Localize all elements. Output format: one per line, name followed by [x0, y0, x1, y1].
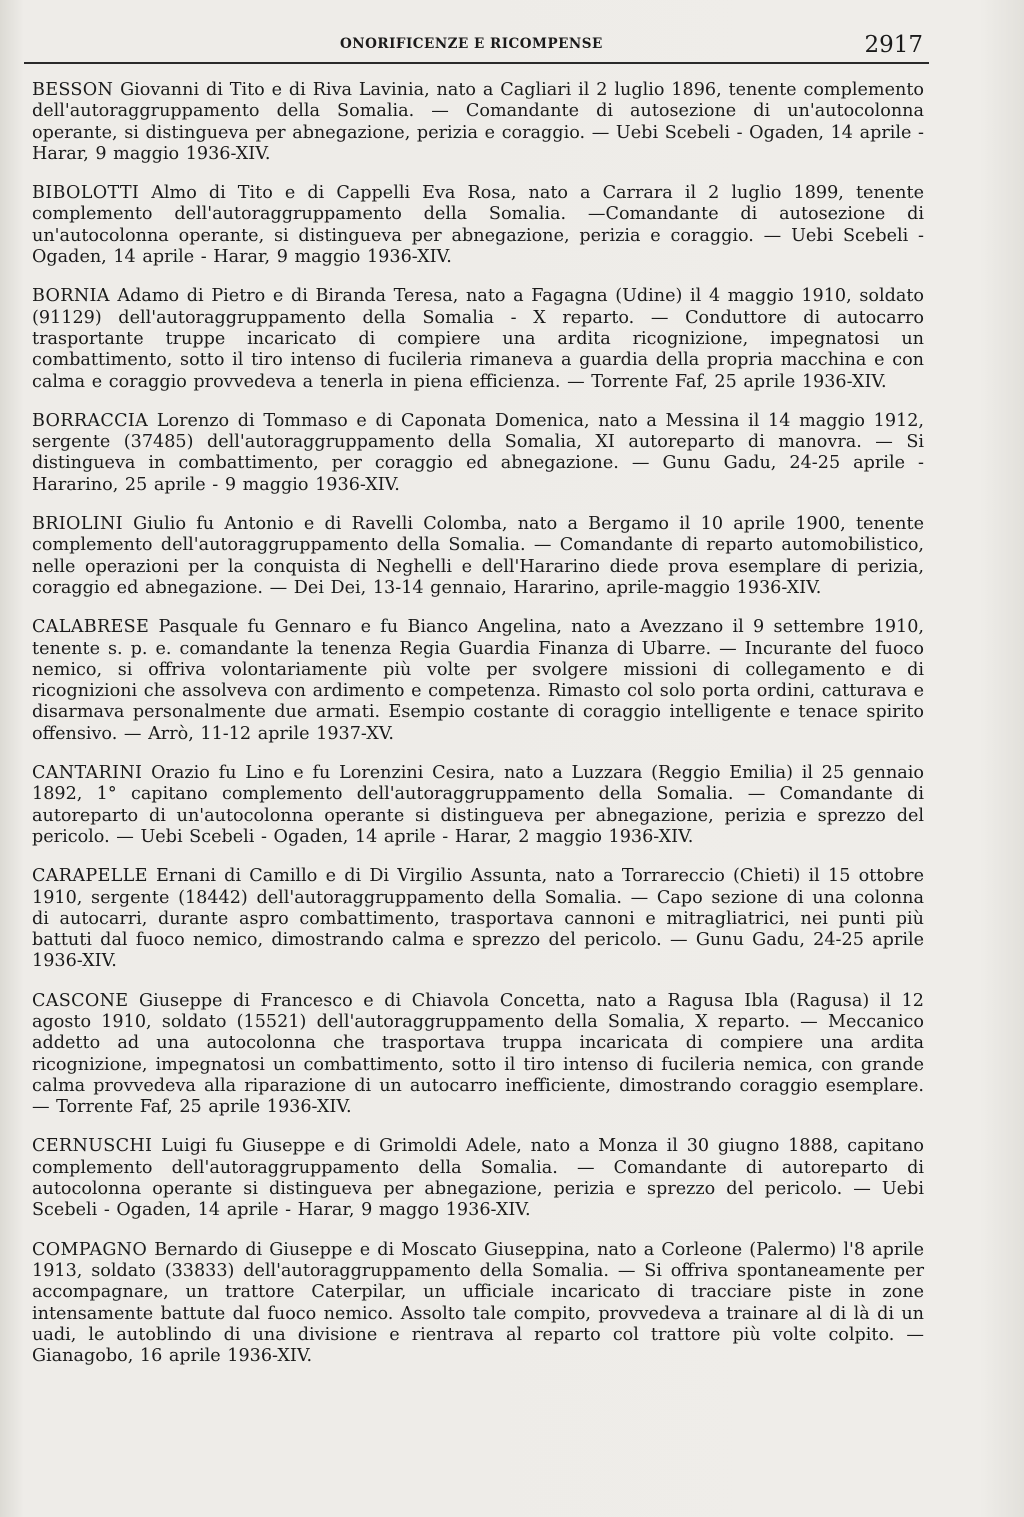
entry-surname: CARAPELLE	[32, 866, 148, 887]
entry-cascone	[32, 991, 924, 1119]
entry-calabrese	[32, 617, 924, 745]
entry-text: Giulio fu Antonio e di Ravelli Colomba, nato a Bergamo il 10 aprile 1900, tenente complemento dell'autoraggruppamento della Somalia. — Comandante di reparto automobilistico, nelle operazioni per la conquista di Neghelli e dell'Hararino diede prova esemplare di perizia, coraggio ed abnegazione. — Dei Dei, 13-14 gennaio, Hararino, aprile-maggio 1936-XIV.	[32, 514, 924, 598]
entry-surname: BESSON	[32, 80, 114, 100]
entry-text: Luigi fu Giuseppe e di Grimoldi Adele, nato a Monza il 30 giugno 1888, capitano complemento dell'autoraggruppamento della Somalia. — Comandante di autoreparto di autocolonna operante si distingueva per abnegazione, perizia e sprezzo del pericolo. — Uebi Scebeli - Ogaden, 14 aprile - Harar, 9 maggo 1936-XIV.	[32, 1136, 924, 1221]
entry-surname: CANTARINI	[32, 763, 143, 784]
entry-surname: BRIOLINI	[32, 514, 123, 535]
entry-surname: BIBOLOTTI	[32, 183, 140, 204]
entry-surname: BORRACCIA	[32, 410, 149, 431]
entry-text: Ernani di Camillo e di Di Virgilio Assunta, nato a Torrareccio (Chieti) il 15 ottobre 1910, sergente (18442) dell'autoraggruppamento della Somalia. — Capo sezione di una colonna di autocarri, durante aspro combattimento, trasportava cannoni e mitragliatrici, nei punti più battuti dal fuoco nemico, dimostrando calma e sprezzo del pericolo. — Gunu Gadu, 24-25 aprile 1936-XIV.	[32, 866, 925, 972]
entry-text: Adamo di Pietro e di Biranda Teresa, nato a Fagagna (Udine) il 4 maggio 1910, soldato (91129) dell'autoraggruppamento della Somalia - X reparto. — Conduttore di autocarro trasportante truppe incaricato di compiere una ardita ricognizione, impegnatosi un combattimento, sotto il tiro intenso di fucileria rimaneva a guardia della propria macchina e con calma e coraggio provvedeva a tenerla in piena efficienza. — Torrente Faf, 25 aprile 1936-XIV.	[32, 286, 924, 392]
entry-text: Giovanni di Tito e di Riva Lavinia, nato a Cagliari il 2 luglio 1896, tenente complemento dell'autoraggruppamento della Somalia. — Comandante di autosezione di un'autocolonna operante, si distingueva per abnegazione, perizia e coraggio. — Uebi Scebeli - Ogaden, 14 aprile - Harar, 9 maggio 1936-XIV.	[32, 80, 924, 164]
entry-cantarini	[32, 763, 924, 848]
entry-besson	[32, 80, 924, 165]
entry-carapelle	[32, 866, 924, 972]
entry-cernuschi	[32, 1136, 924, 1221]
entry-bornia	[32, 286, 924, 392]
entry-surname: CASCONE	[32, 990, 129, 1011]
running-title: ONORIFICENZE E RICOMPENSE	[340, 36, 603, 52]
entry-text: Almo di Tito e di Cappelli Eva Rosa, nato a Carrara il 2 luglio 1899, tenente complemento dell'autoraggruppamento della Somalia. —Comandante di autosezione di un'autocolonna operante, si distingueva per abnegazione, perizia e coraggio. — Uebi Scebeli - Ogaden, 14 aprile - Harar, 9 maggio 1936-XIV.	[32, 183, 924, 268]
entry-surname: CALABRESE	[32, 617, 150, 638]
entry-text: Orazio fu Lino e fu Lorenzini Cesira, nato a Luzzara (Reggio Emilia) il 25 gennaio 1892, 1° capitano complemento dell'autoraggruppamento della Somalia. — Comandante di autoreparto di un'autocolonna operante si distingueva per abnegazione, perizia e sprezzo del pericolo. — Uebi Scebeli - Ogaden, 14 aprile - Harar, 2 maggio 1936-XIV.	[32, 763, 925, 847]
entry-text: Lorenzo di Tommaso e di Caponata Domenica, nato a Messina il 14 maggio 1912, sergente (37485) dell'autoraggruppamento della Somalia, XI autoreparto di manovra. — Si distingueva in combattimento, per coraggio ed abnegazione. — Gunu Gadu, 24-25 aprile - Hararino, 25 aprile - 9 maggio 1936-XIV.	[32, 410, 925, 495]
entry-bibolotti	[32, 183, 924, 268]
entry-surname: BORNIA	[32, 286, 110, 307]
page-number: 2917	[864, 32, 923, 58]
entry-borraccia	[32, 411, 924, 496]
page-header	[24, 32, 929, 64]
entry-text: Giuseppe di Francesco e di Chiavola Concetta, nato a Ragusa Ibla (Ragusa) il 12 agosto 1910, soldato (15521) dell'autoraggruppamento della Somalia, X reparto. — Meccanico addetto ad una autocolonna che trasportava truppa incaricata di compiere una ardita ricognizione, impegnatosi un combattimento, sotto il tiro intenso di fucileria nemica, con grande calma provvedeva alla riparazione di un autocarro inefficiente, dimostrando coraggio esemplare. — Torrente Faf, 25 aprile 1936-XIV.	[32, 990, 924, 1118]
entry-surname: CERNUSCHI	[32, 1136, 153, 1157]
entry-compagno	[32, 1240, 924, 1368]
entry-text: Pasquale fu Gennaro e fu Bianco Angelina, nato a Avezzano il 9 settembre 1910, tenente s. p. e. comandante la tenenza Regia Guardia Finanza di Ubarre. — Incurante del fuoco nemico, si offriva volontariamente più volte per svolgere missioni di collegamento e di ricognizioni che assolveva con ardimento e competenza. Rimasto col solo porta ordini, catturava e disarmava personalmente due armati. Esempio costante di coraggio intelligente e tenace spirito offensivo. — Arrò, 11-12 aprile 1937-XV.	[32, 617, 924, 744]
entry-briolini	[32, 514, 924, 599]
entry-surname: COMPAGNO	[32, 1239, 148, 1260]
entry-list	[32, 80, 924, 1385]
entry-text: Bernardo di Giuseppe e di Moscato Giuseppina, nato a Corleone (Palermo) l'8 aprile 1913, soldato (33833) dell'autoraggruppamento della Somalia. — Si offriva spontaneamente per accompagnare, un trattore Caterpilar, un ufficiale incaricato di tracciare piste in zone intensamente battute dal fuoco nemico. Assolto tale compito, provvedeva a trainare al di là di un uadi, le autoblindo di una divisione e rientrava al reparto col trattore più volte colpito. — Gianagobo, 16 aprile 1936-XIV.	[32, 1239, 924, 1367]
